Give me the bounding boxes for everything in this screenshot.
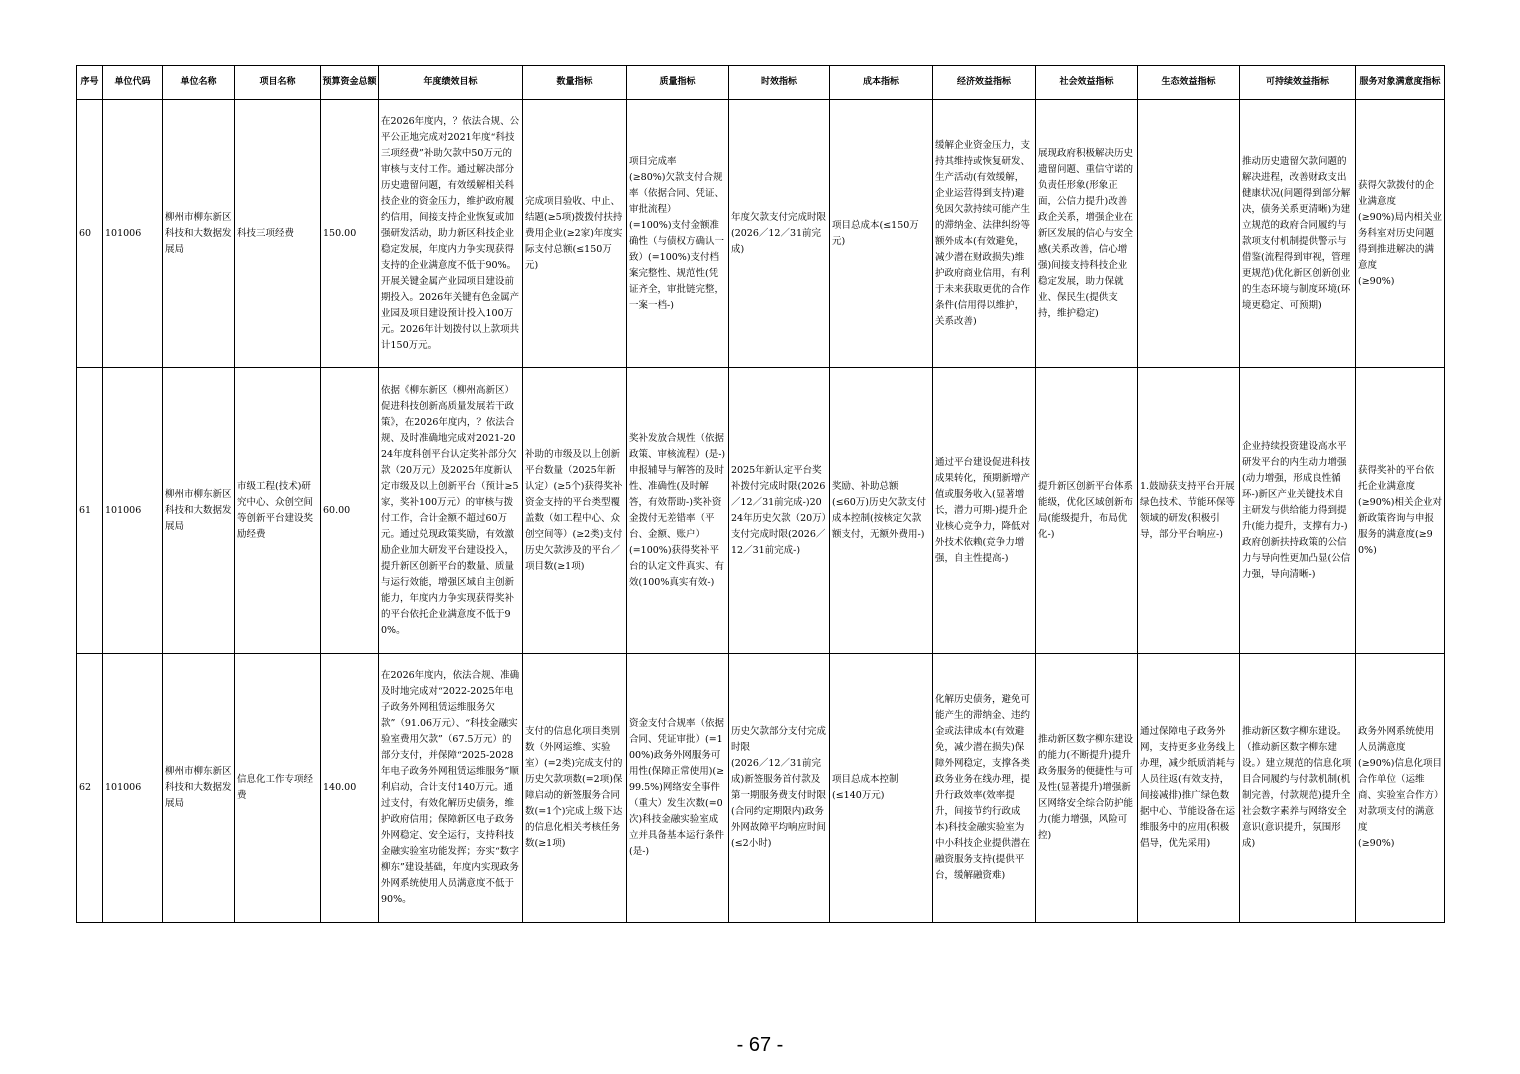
- cell-sustain: 企业持续投资建设高水平研发平台的内生动力增强(动力增强，形成良性循环-)新区产业关键技术自主研发与供给能力得到提升(能力提升，支撑有力-)政府创新扶持政策的公信力与导向性更加凸显(公信力强，导向清晰-): [1240, 368, 1356, 654]
- cell-budget: 150.00: [321, 100, 379, 368]
- header-project: 项目名称: [235, 66, 321, 100]
- cell-social: 提升新区创新平台体系能级，优化区域创新布局(能级提升，布局优化-): [1036, 368, 1138, 654]
- header-row: [77, 66, 1445, 100]
- cell-unit-code: 101006: [103, 654, 163, 923]
- table-row: [77, 368, 1445, 654]
- cell-sustain: 推动历史遗留欠款问题的解决进程，改善财政支出健康状况(问题得到部分解决，债务关系更清晰)为建立规范的政府合同履约与款项支付机制提供警示与借鉴(流程得到审视，管理更规范)优化新区创新创业的生态环境与制度环境(环境更稳定、可预期): [1240, 100, 1356, 368]
- header-cost: 成本指标: [830, 66, 933, 100]
- cell-seq: 62: [77, 654, 103, 923]
- cell-social: 展现政府积极解决历史遗留问题、重信守诺的负责任形象(形象正面，公信力提升)改善政企关系，增强企业在新区发展的信心与安全感(关系改善，信心增强)间接支持科技企业稳定发展，助力保就业、保民生(提供支持，维护稳定): [1036, 100, 1138, 368]
- table-row: [77, 100, 1445, 368]
- header-seq: 序号: [77, 66, 103, 100]
- cell-economic: 缓解企业资金压力，支持其维持或恢复研发、生产活动(有效缓解，企业运营得到支持)避免因欠款持续可能产生的滞纳金、法律纠纷等额外成本(有效避免，减少潜在财政损失)维护政府商业信用，有利于未来获取更优的合作条件(信用得以维护，关系改善): [933, 100, 1036, 368]
- cell-eco: 通过保障电子政务外网，支持更多业务线上办理，减少纸质消耗与人员往返(有效支持，间接减排)推广绿色数据中心、节能设备在运维服务中的应用(积极倡导，优先采用): [1138, 654, 1240, 923]
- table-row: [77, 654, 1445, 923]
- header-unit-name: 单位名称: [163, 66, 235, 100]
- cell-quality: 项目完成率 (≥80%)欠款支付合规率（依据合同、凭证、审批流程） (=100%)支付金额准确性（与债权方确认一致）(=100%)支付档案完整性、规范性(凭证齐全，审批链完整，一案一档-): [627, 100, 729, 368]
- cell-seq: 60: [77, 100, 103, 368]
- cell-goal: 依据《柳东新区（柳州高新区）促进科技创新高质量发展若干政策》，在2026年度内，？依法合规、及时准确地完成对2021-2024年度科创平台认定奖补部分欠款（20万元）及2025年度新认定市级及以上创新平台（预计≥5家，奖补100万元）的审核与拨付工作，合计金额不超过60万元。通过兑现政策奖励，有效激励企业加大研发平台建设投入，提升新区创新平台的数量、质量与运行效能，增强区域自主创新能力，年度内力争实现获得奖补的平台依托企业满意度不低于90%。: [379, 368, 523, 654]
- performance-table: [76, 65, 1445, 923]
- cell-social: 推动新区数字柳东建设的能力(不断提升)提升政务服务的便捷性与可及性(显著提升)增强新区网络安全综合防护能力(能力增强，风险可控): [1036, 654, 1138, 923]
- header-quality: 质量指标: [627, 66, 729, 100]
- cell-project: 科技三项经费: [235, 100, 321, 368]
- cell-quality: 资金支付合规率（依据合同、凭证审批）(=100%)政务外网服务可用性(保障正常使用)(≥99.5%)网络安全事件（重大）发生次数(=0次)科技金融实验室成立并具备基本运行条件(是-): [627, 654, 729, 923]
- cell-satisfaction: 获得奖补的平台依托企业满意度 (≥90%)相关企业对新政策咨询与申报服务的满意度(≥90%): [1356, 368, 1445, 654]
- header-quantity: 数量指标: [523, 66, 627, 100]
- header-unit-code: 单位代码: [103, 66, 163, 100]
- cell-budget: 140.00: [321, 654, 379, 923]
- cell-quantity: 补助的市级及以上创新平台数量（2025年新认定）(≥5个)获得奖补资金支持的平台类型覆盖数（如工程中心、众创空间等）(≥2类)支付历史欠款涉及的平台／项目数(≥1项): [523, 368, 627, 654]
- cell-unit-code: 101006: [103, 100, 163, 368]
- header-satisfaction: 服务对象满意度指标: [1356, 66, 1445, 100]
- cell-satisfaction: 政务外网系统使用人员满意度 (≥90%)信息化项目合作单位（运维商、实验室合作方）对款项支付的满意度 (≥90%): [1356, 654, 1445, 923]
- cell-quality: 奖补发放合规性（依据政策、审核流程）(是-)申报辅导与解答的及时性、准确性(及时解答，有效帮助-)奖补资金拨付无差错率（平台、金额、账户） (=100%)获得奖补平台的认定文件真实、有效(100%真实有效-): [627, 368, 729, 654]
- cell-project: 市级工程(技术)研究中心、众创空间等创新平台建设奖励经费: [235, 368, 321, 654]
- cell-quantity: 支付的信息化项目类别数（外网运维、实验室）(=2类)完成支付的历史欠款项数(=2项)保障启动的新签服务合同数(=1个)完成上级下达的信息化相关考核任务数(≥1项): [523, 654, 627, 923]
- cell-unit-name: 柳州市柳东新区科技和大数据发展局: [163, 368, 235, 654]
- cell-seq: 61: [77, 368, 103, 654]
- cell-goal: 在2026年度内，依法合规、准确及时地完成对“2022-2025年电子政务外网租赁运维服务欠款”（91.06万元）、“科技金融实验室费用欠款”（67.5万元）的部分支付，并保障“2025-2028年电子政务外网租赁运维服务”顺利启动，合计支付140万元。通过支付，有效化解历史债务，维护政府信用；保障新区电子政务外网稳定、安全运行，支持科技金融实验室功能发挥；夯实“数字柳东”建设基础，年度内实现政务外网系统使用人员满意度不低于90%。: [379, 654, 523, 923]
- header-goal: 年度绩效目标: [379, 66, 523, 100]
- header-budget: 预算资金总额: [321, 66, 379, 100]
- cell-timeliness: 历史欠款部分支付完成时限 (2026／12／31前完成)新签服务首付款及第一期服务费支付时限(合同约定期限内)政务外网故障平均响应时间(≤2小时): [729, 654, 830, 923]
- cell-quantity: 完成项目验收、中止、结题(≥5项)拨拨付扶持费用企业(≥2家)年度实际支付总额(≤150万元): [523, 100, 627, 368]
- cell-cost: 奖励、补助总额 (≤60万)历史欠款支付成本控制(按核定欠款额支付，无额外费用-): [830, 368, 933, 654]
- header-sustain: 可持续效益指标: [1240, 66, 1356, 100]
- cell-cost: 项目总成本(≤150万元): [830, 100, 933, 368]
- header-eco: 生态效益指标: [1138, 66, 1240, 100]
- cell-sustain: 推动新区数字柳东建设。（推动新区数字柳东建设。）建立规范的信息化项目合同履约与付款机制(机制完善，付款规范)提升全社会数字素养与网络安全意识(意识提升，氛围形成): [1240, 654, 1356, 923]
- cell-timeliness: 2025年新认定平台奖补拨付完成时限(2026／12／31前完成-)2024年历史欠款（20万）支付完成时限(2026／12／31前完成-): [729, 368, 830, 654]
- cell-budget: 60.00: [321, 368, 379, 654]
- page-number: - 67 -: [736, 1034, 784, 1056]
- header-social: 社会效益指标: [1036, 66, 1138, 100]
- cell-unit-name: 柳州市柳东新区科技和大数据发展局: [163, 654, 235, 923]
- cell-timeliness: 年度欠款支付完成时限(2026／12／31前完成): [729, 100, 830, 368]
- cell-economic: 通过平台建设促进科技成果转化，预期新增产值或服务收入(显著增长，潜力可期-)提升企业核心竞争力，降低对外技术依赖(竞争力增强，自主性提高-): [933, 368, 1036, 654]
- cell-unit-code: 101006: [103, 368, 163, 654]
- cell-eco: 1.鼓励获支持平台开展绿色技术、节能环保等领域的研发(积极引导，部分平台响应-): [1138, 368, 1240, 654]
- cell-cost: 项目总成本控制 (≤140万元): [830, 654, 933, 923]
- header-economic: 经济效益指标: [933, 66, 1036, 100]
- cell-goal: 在2026年度内，？依法合规、公平公正地完成对2021年度“科技三项经费”补助欠款中50万元的审核与支付工作。通过解决部分历史遗留问题，有效缓解相关科技企业的资金压力，维护政府履约信用，间接支持企业恢复或加强研发活动，助力新区科技企业稳定发展，年度内力争实现获得支持的企业满意度不低于90%。开展关键金属产业园项目建设前期投入。2026年关键有色金属产业园及项目建设预计投入100万元。2026年计划拨付以上款项共计150万元。: [379, 100, 523, 368]
- cell-eco: [1138, 100, 1240, 368]
- cell-satisfaction: 获得欠款拨付的企业满意度 (≥90%)局内相关业务科室对历史问题得到推进解决的满意度 (≥90%): [1356, 100, 1445, 368]
- cell-project: 信息化工作专项经费: [235, 654, 321, 923]
- cell-economic: 化解历史债务，避免可能产生的滞纳金、违约金或法律成本(有效避免，减少潜在损失)保障外网稳定，支撑各类政务业务在线办理，提升行政效率(效率提升，间接节约行政成本)科技金融实验室为中小科技企业提供潜在融资服务支持(提供平台，缓解融资难): [933, 654, 1036, 923]
- cell-unit-name: 柳州市柳东新区科技和大数据发展局: [163, 100, 235, 368]
- header-timeliness: 时效指标: [729, 66, 830, 100]
